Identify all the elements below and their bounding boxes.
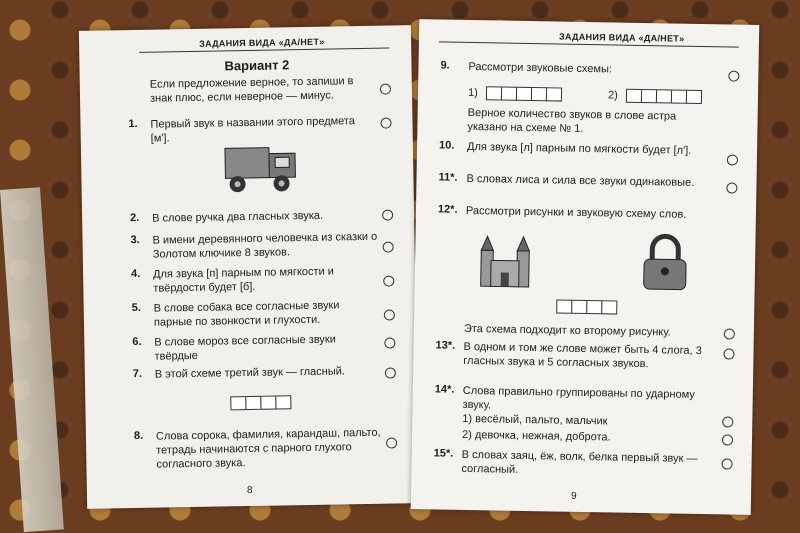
answer-circle[interactable]: [384, 337, 395, 348]
task-text: Эта схема подходит ко второму рисунку.: [463, 322, 671, 339]
answer-circle[interactable]: [384, 309, 395, 320]
task-text: В словах лиса и сила все звуки одинаковые.: [466, 172, 695, 189]
task-number: 4.: [131, 267, 141, 281]
task-option: 2) девочка, нежная, доброта.: [461, 428, 611, 444]
answer-circle[interactable]: [726, 182, 737, 193]
task-number: 8.: [133, 429, 144, 443]
right-page: [411, 19, 759, 515]
variant-title: Вариант 2: [224, 57, 290, 74]
sound-scheme-2: [626, 89, 701, 104]
task-text: В слове мороз все согласные звуки твёрдые: [154, 333, 336, 363]
answer-circle[interactable]: [727, 154, 738, 165]
answer-circle[interactable]: [380, 83, 391, 94]
task-text: Рассмотри рисунки и звуковую схему слов.: [465, 204, 687, 221]
task-number: 9.: [440, 59, 450, 72]
sound-scheme: [556, 300, 616, 315]
answer-circle[interactable]: [380, 117, 391, 128]
scheme-label: 1): [467, 86, 478, 100]
task-text: Для звука [п] парным по мягкости и твёрдости будет [б].: [153, 265, 334, 295]
scheme-label: 2): [607, 89, 618, 102]
task-text: Для звука [л] парным по мягкости будет [л'].: [466, 140, 692, 157]
task-text: Верное количество звуков в слове астра указано на схеме № 1.: [467, 106, 677, 135]
header-rule: [139, 48, 389, 53]
task-number: 14*.: [434, 383, 455, 396]
task-text: В имени деревянного человечка из сказки о Золотом ключике 8 звуков.: [152, 230, 378, 261]
task-text: В словах заяц, ёж, волк, белка первый звук — согласный.: [461, 448, 698, 476]
answer-circle[interactable]: [383, 241, 394, 252]
answer-circle[interactable]: [386, 437, 397, 448]
task-number: 10.: [438, 139, 455, 152]
task-text: В слове собака все согласные звуки парные по звонкости и глухости.: [153, 299, 340, 329]
answer-circle[interactable]: [724, 328, 735, 339]
task-text: Первый звук в названии этого предмета [м'].: [150, 115, 356, 145]
answer-circle[interactable]: [383, 275, 394, 286]
task-text: Слова правильно группированы по ударному звуку.: [462, 384, 695, 412]
task-text: В слове ручка два гласных звука.: [152, 209, 324, 225]
lock-illustration: [640, 233, 691, 294]
answer-circle[interactable]: [382, 209, 393, 220]
task-number: 11*.: [438, 171, 458, 184]
intro-text: Если предложение верное, то запиши в знак плюс, если неверное — минус.: [149, 75, 354, 105]
task-number: 15*.: [433, 447, 454, 460]
task-text: В этой схеме третий звук — гласный.: [154, 365, 346, 381]
answer-circle[interactable]: [722, 416, 733, 427]
answer-circle[interactable]: [722, 434, 733, 445]
task-option: 1) весёлый, пальто, мальчик: [462, 412, 608, 428]
task-number: 6.: [132, 335, 142, 349]
task-number: 2.: [130, 211, 140, 225]
answer-circle[interactable]: [728, 70, 739, 81]
task-number: 5.: [131, 301, 141, 315]
task-text: Рассмотри звуковые схемы:: [468, 60, 613, 76]
answer-circle[interactable]: [723, 348, 734, 359]
task-number: 3.: [130, 233, 140, 247]
truck-illustration: [221, 139, 302, 200]
castle-illustration: [475, 230, 536, 291]
page-number: 8: [246, 484, 253, 497]
left-page: [79, 25, 419, 509]
task-number: 1.: [128, 117, 138, 131]
task-number: 7.: [132, 367, 143, 381]
page-header: ЗАДАНИЯ ВИДА «ДА/НЕТ»: [199, 36, 325, 49]
answer-circle[interactable]: [385, 367, 396, 378]
task-text: Слова сорока, фамилия, карандаш, пальто, тетрадь начинаются с парного глухого согласного звука.: [155, 426, 381, 471]
answer-circle[interactable]: [721, 458, 732, 469]
task-number: 13*.: [435, 339, 456, 352]
page-header: ЗАДАНИЯ ВИДА «ДА/НЕТ»: [558, 31, 685, 44]
page-number: 9: [570, 490, 577, 502]
header-rule: [439, 41, 739, 47]
sound-scheme: [230, 395, 290, 410]
task-number: 12*.: [437, 203, 458, 216]
task-text: В одном и том же слове может быть 4 слога, 3 гласных звука и 5 согласных звуков.: [463, 340, 702, 371]
sound-scheme-1: [486, 86, 561, 101]
